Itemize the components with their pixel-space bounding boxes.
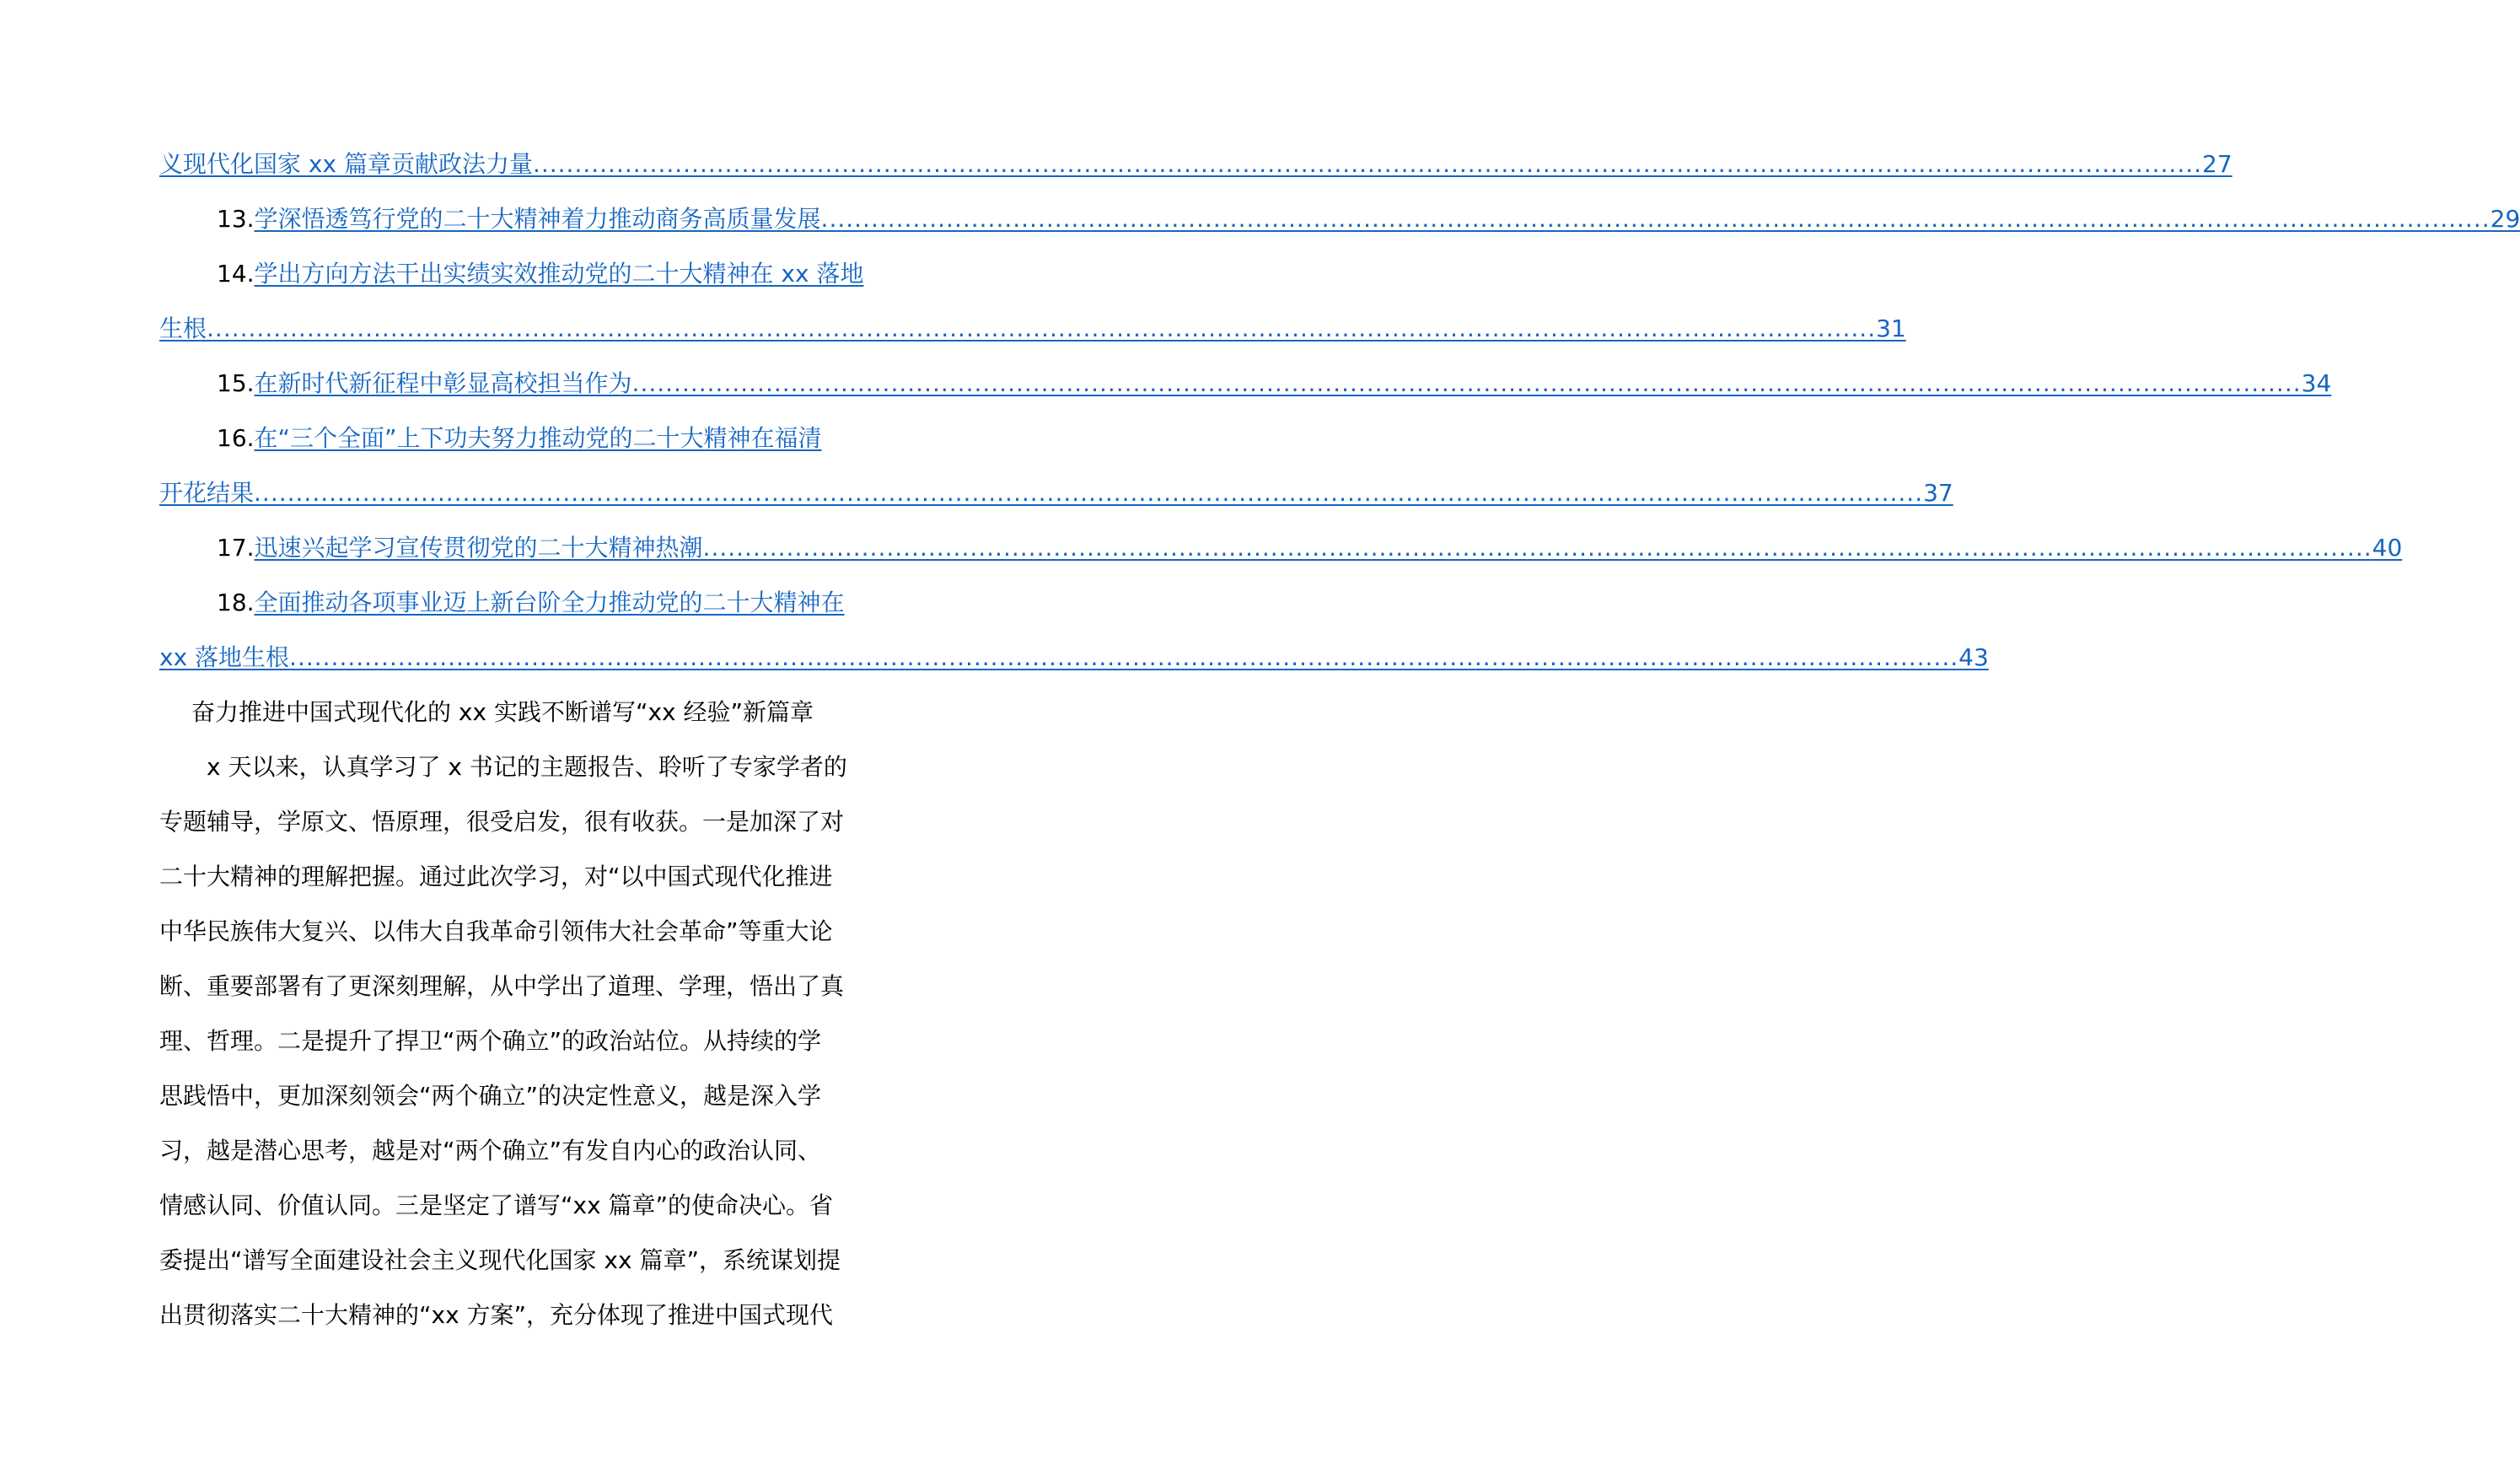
toc-entry-link[interactable]: 在新时代新征程中彰显高校担当作为 [254,369,632,397]
article-body [159,740,889,1342]
article-heading: 奋力推进中国式现代化的 xx 实践不断谱写“xx 经验”新篇章 [191,698,814,726]
body-text-line: 委提出“谱写全面建设社会主义现代化国家 xx 篇章”，系统谋划提 [159,1246,841,1274]
body-text-line: x 天以来，认真学习了 x 书记的主题报告、聆听了专家学者的 [159,753,847,781]
body-text-line: 习，越是潜心思考，越是对“两个确立”有发自内心的政治认同、 [159,1137,822,1164]
body-text-line: 断、重要部署有了更深刻理解，从中学出了道理、学理，悟出了真 [159,972,845,1000]
toc-entry[interactable] [159,191,2520,246]
toc-entry-link[interactable]: 义现代化国家 xx 篇章贡献政法力量 [159,150,533,178]
toc-leader-dots: ........................................................................................................................................................................................................ [254,479,1924,507]
body-text-line: 思践悟中，更加深刻领会“两个确立”的决定性意义，越是深入学 [159,1082,822,1110]
toc-entry[interactable] [159,520,2403,575]
body-text-line: 专题辅导，学原文、悟原理，很受启发，很有收获。一是加深了对 [159,808,845,836]
toc-leader-dots: ........................................................................................................................................................................................................ [207,315,1877,342]
toc-entry-number: 18. [217,589,255,616]
body-text-line: 出贯彻落实二十大精神的“xx 方案”，充分体现了推进中国式现代 [159,1301,834,1329]
toc-entry-number: 13. [217,205,255,233]
toc-entry-link[interactable]: 在“三个全面”上下功夫努力推动党的二十大精神在福清 [254,424,822,452]
toc-entry[interactable] [159,246,889,301]
body-text-line: 情感认同、价值认同。三是坚定了谱写“xx 篇章”的使命决心。省 [159,1191,834,1219]
body-text-line: 二十大精神的理解把握。通过此次学习，对“以中国式现代化推进 [159,863,833,890]
toc-entry-link[interactable]: 全面推动各项事业迈上新台阶全力推动党的二十大精神在 [254,589,845,616]
toc-entry-link[interactable]: 迅速兴起学习宣传贯彻党的二十大精神热潮 [254,534,703,562]
toc-page-number[interactable]: 34 [2301,369,2332,397]
toc-entry-link[interactable]: 开花结果 [159,479,255,507]
body-text-line: 理、哲理。二是提升了捍卫“两个确立”的政治站位。从持续的学 [159,1027,822,1055]
toc-entry[interactable] [159,137,2233,191]
toc-page-number[interactable]: 29 [2490,205,2520,233]
toc-entry[interactable] [159,301,1906,356]
toc-entry-number: 14. [217,260,255,288]
toc-page-number[interactable]: 27 [2202,150,2233,178]
toc-entry-link[interactable]: xx 落地生根 [159,643,290,671]
toc-entry-number: 15. [217,369,255,397]
toc-leader-dots: ........................................................................................................................................................................................................ [820,205,2490,233]
toc-page-number[interactable]: 43 [1959,643,1989,671]
body-text-line: 中华民族伟大复兴、以伟大自我革命引领伟大社会革命”等重大论 [159,917,833,945]
toc-entry[interactable] [159,575,889,630]
toc-leader-dots: ........................................................................................................................................................................................................ [289,643,1959,671]
toc-page-number[interactable]: 40 [2372,534,2403,562]
toc-leader-dots: ........................................................................................................................................................................................................ [702,534,2372,562]
toc-entry-number: 16. [217,424,255,452]
toc-page-number[interactable]: 37 [1923,479,1953,507]
page-content [159,137,2520,1342]
toc-page-number[interactable]: 31 [1876,315,1906,342]
toc-leader-dots: ........................................................................................................................................................................................................ [532,150,2203,178]
toc-entry-number: 17. [217,534,255,562]
toc-entry[interactable] [159,356,2332,411]
table-of-contents [159,137,2520,685]
toc-entry[interactable] [159,630,1989,685]
toc-entry-link[interactable]: 学出方向方法干出实绩实效推动党的二十大精神在 xx 落地 [254,260,864,288]
toc-entry[interactable] [159,465,1953,520]
toc-leader-dots: ........................................................................................................................................................................................................ [631,369,2302,397]
toc-entry[interactable] [159,411,889,465]
toc-entry-link[interactable]: 生根 [159,315,207,342]
toc-entry-link[interactable]: 学深悟透笃行党的二十大精神着力推动商务高质量发展 [254,205,821,233]
